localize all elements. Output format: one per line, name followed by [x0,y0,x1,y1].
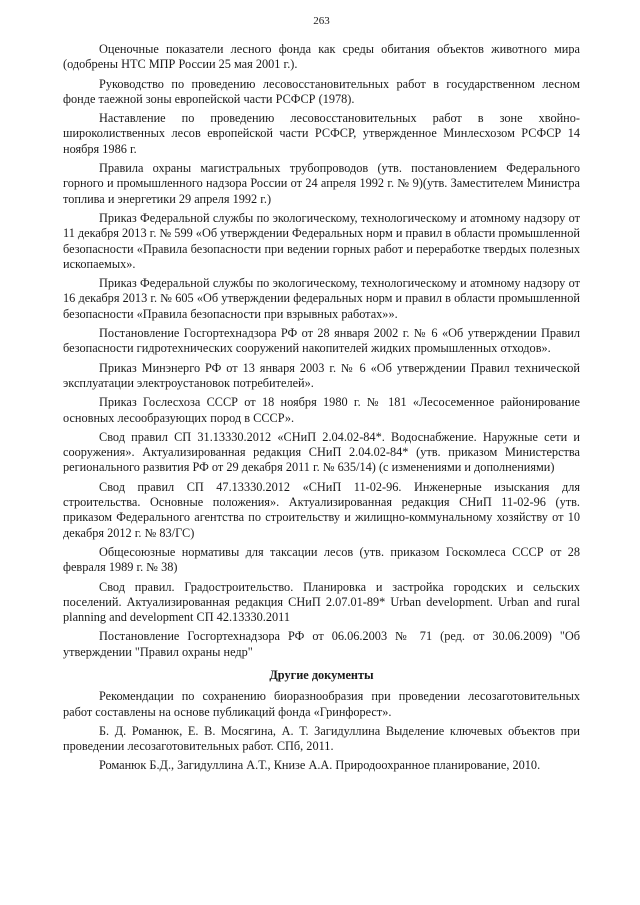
document-page [63,14,580,778]
reference-paragraph: Приказ Минэнерго РФ от 13 января 2003 г. № 6 «Об утверждении Правил технической эксплуатации электроустановок потребителей». [63,360,580,390]
reference-paragraph: Приказ Федеральной службы по экологическому, технологическому и атомному надзору от 11 декабря 2013 г. № 599 «Об утверждении Федеральных норм и правил в области промышленной безопасности «Правила безопасности при ведении горных работ и переработке твердых полезных ископаемых». [63,210,580,271]
reference-paragraph: Приказ Федеральной службы по экологическому, технологическому и атомному надзору от 16 декабря 2013 г. № 605 «Об утверждении федеральных норм и правил в области промышленной безопасности «Правила безопасности при взрывных работах»». [63,276,580,321]
page-number: 263 [313,15,330,27]
reference-paragraph: Приказ Гослесхоза СССР от 18 ноября 1980 г. № 181 «Лесосеменное районирование основных лесообразующих пород в СССР». [63,395,580,425]
reference-paragraph: Постановление Госгортехнадзора РФ от 28 января 2002 г. № 6 «Об утверждении Правил безопасности гидротехнических сооружений накопителей жидких промышленных отходов». [63,326,580,356]
reference-paragraph: Оценочные показатели лесного фонда как среды обитания объектов животного мира (одобрены НТС МПР России 25 мая 2001 г.). [63,42,580,72]
reference-paragraph: Общесоюзные нормативы для таксации лесов (утв. приказом Госкомлеса СССР от 28 февраля 1989 г. № 38) [63,544,580,575]
other-document-paragraph: Романюк Б.Д., Загидуллина А.Т., Книзе А.А. Природоохранное планирование, 2010. [99,758,541,773]
section-title: Другие документы [269,667,374,682]
other-document-paragraph: Рекомендации по сохранению биоразнообразия при проведении лесозаготовительных работ составлены на основе публикаций фонда «Гринфорест». [63,689,580,719]
reference-paragraph: Правила охраны магистральных трубопроводов (утв. постановлением Федерального горного и промышленного надзора России от 24 апреля 1992 г. № 9)(утв. Заместителем Министра топлива и энергетики 29 апреля 1992 г.) [63,161,580,206]
reference-paragraph: Свод правил СП 47.13330.2012 «СНиП 11-02-96. Инженерные изыскания для строительства. Основные положения». Актуализированная редакция СНиП 11-02-96 (утв. приказом Федерального агентства по строительству и жилищно-коммунальному хозяйству от 10 декабря 2012 г. № 83/ГС) [63,479,580,540]
reference-paragraph: Постановление Госгортехнадзора РФ от 06.06.2003 № 71 (ред. от 30.06.2009) "Об утверждении "Правил охраны недр" [63,629,580,659]
reference-paragraph: Наставление по проведению лесовосстановительных работ в зоне хвойно-широколиственных лесов европейской части РСФСР, утвержденное Минлесхозом РСФСР 14 ноября 1986 г. [63,111,580,156]
reference-paragraph: Руководство по проведению лесовосстановительных работ в государственном лесном фонде таежной зоны европейской части РСФСР (1978). [63,76,580,106]
reference-paragraph: Свод правил. Градостроительство. Планировка и застройка городских и сельских поселений. Актуализированная редакция СНиП 2.07.01-89* Urban development. Urban and rural planning and development СП 42.13330.2011 [63,579,580,625]
other-document-paragraph: Б. Д. Романюк, Е. В. Мосягина, А. Т. Загидуллина Выделение ключевых объектов при проведении лесозаготовительных работ. СПб, 2011. [63,723,580,754]
reference-paragraph: Свод правил СП 31.13330.2012 «СНиП 2.04.02-84*. Водоснабжение. Наружные сети и сооружения». Актуализированная редакция СНиП 2.04.02-84* (утв. приказом Министерства регионального развития РФ от 29 декабря 2011 г. № 635/14) (с изменениями и дополнениями) [63,429,580,475]
